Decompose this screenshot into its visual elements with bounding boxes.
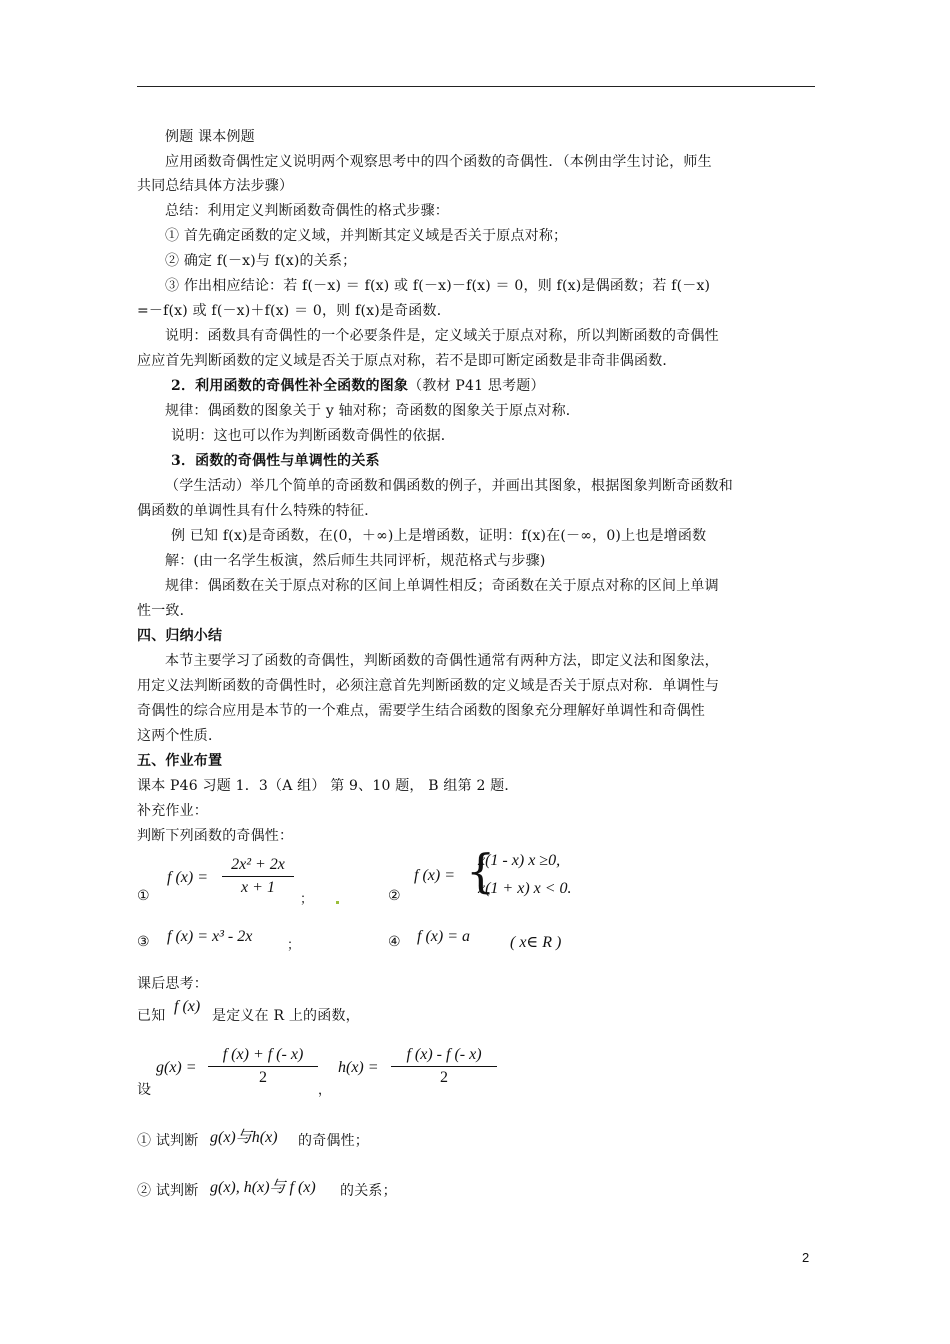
text-line: ① 首先确定函数的定义域，并判断其定义域是否关于原点对称； [165,228,568,244]
text-fragment: 的奇偶性； [298,1133,369,1149]
piecewise-brace: { [466,844,496,898]
text-line: 规律：偶函数的图象关于 y 轴对称；奇函数的图象关于原点对称． [165,403,581,419]
text-line: 这两个性质． [137,728,223,744]
formula-2-case-2: x(1 + x) x < 0. [478,880,572,897]
formula-1-numerator: 2x² + 2x [231,856,285,873]
text-fragment: ① 试判断 [137,1133,199,1149]
text-line: 例 已知 f(x)是奇函数，在(0，＋∞)上是增函数，证明：f(x)在(－∞，0)上也是增函数 [171,528,707,544]
formula-4-domain: ( x∈ R ) [510,934,562,951]
formula-h-lhs: h(x) = [338,1059,379,1076]
text-line: 用定义法判断函数的奇偶性时，必须注意首先判断函数的定义域是否关于原点对称．单调性与 [137,678,720,694]
text-line: ③ 作出相应结论：若 f(－x) ＝ f(x) 或 f(－x)－f(x) ＝ 0，则 f(x)是偶函数；若 f(－x) [165,278,711,294]
header-rule [137,86,815,87]
text-line: 共同总结具体方法步骤） [137,178,294,194]
section-heading-2 [171,375,545,397]
text-line: 判断下列函数的奇偶性： [137,828,294,844]
formula-2-case-1: x(1 - x) x ≥0, [478,852,561,869]
text-fragment: 的关系； [340,1183,397,1199]
formula-1-fraction [222,855,294,898]
item-marker-3: ③ [137,934,150,950]
text-line: 本节主要学习了函数的奇偶性，判断函数的奇偶性通常有两种方法，即定义法和图象法， [165,653,719,669]
formula-1-denominator: x + 1 [241,879,275,896]
formula-1-lhs: f (x) = [167,869,208,886]
fraction-bar [208,1066,318,1067]
formula-separator: ， [318,1082,332,1097]
formula-h-fraction [391,1045,497,1088]
text-line: 性一致． [137,603,194,619]
formula-h-numerator: f (x) - f (- x) [406,1046,482,1063]
formula-h-denominator: 2 [440,1069,448,1086]
formula-3-tail: ； [287,937,301,952]
formula-2-lhs: f (x) = [414,867,455,884]
text-line: 课本 P46 习题 1．3（A 组） 第 9、10 题， B 组第 2 题． [137,778,519,794]
text-line: （学生活动）举几个简单的奇函数和偶函数的例子，并画出其图象，根据图象判断奇函数和 [165,478,733,494]
text-line: 偶函数的单调性具有什么特殊的特征． [137,503,379,519]
section-heading-2-title: 2．利用函数的奇偶性补全函数的图象 [171,378,409,394]
item-marker-2: ② [388,888,401,904]
text-line: 说明：这也可以作为判断函数奇偶性的依据． [171,428,455,444]
section-heading-summary: 四、归纳小结 [137,628,223,644]
text-line: 应应首先判断函数的定义域是否关于原点对称，若不是即可断定函数是非奇非偶函数． [137,353,677,369]
formula-4: f (x) = a [417,928,470,945]
text-line: =－f(x) 或 f(－x)＋f(x) ＝ 0，则 f(x)是奇函数． [137,303,451,319]
item-marker-4: ④ [388,934,401,950]
text-line: 规律：偶函数在关于原点对称的区间上单调性相反；奇函数在关于原点对称的区间上单调 [165,578,719,594]
formula-3: f (x) = x³ - 2x [167,928,253,945]
section-heading-3: 3．函数的奇偶性与单调性的关系 [171,453,380,469]
text-fragment: 设 [137,1082,152,1098]
text-fragment: ② 试判断 [137,1183,199,1199]
formula-g-denominator: 2 [259,1069,267,1086]
formula-g-h: g(x)与h(x) [210,1129,278,1146]
text-line: 例题 课本例题 [165,129,255,145]
fraction-bar [391,1066,497,1067]
text-line: 课后思考： [137,976,208,992]
formula-g-fraction [208,1045,318,1088]
page-number: 2 [802,1250,810,1265]
text-line: 说明：函数具有奇偶性的一个必要条件是，定义域关于原点对称，所以判断函数的奇偶性 [165,328,719,344]
text-fragment: 是定义在 R 上的函数， [212,1008,360,1024]
text-line: 补充作业： [137,803,208,819]
text-line: 解：(由一名学生板演，然后师生共同评析，规范格式与步骤) [165,553,546,569]
item-marker-1: ① [137,888,150,904]
formula-g-numerator: f (x) + f (- x) [222,1046,304,1063]
section-heading-2-note: （教材 P41 思考题） [408,378,545,394]
decorative-dot [336,901,339,904]
text-line: 奇偶性的综合应用是本节的一个难点，需要学生结合函数的图象充分理解好单调性和奇偶性 [137,703,705,719]
formula-g-h-f: g(x), h(x)与 f (x) [210,1179,316,1196]
section-heading-homework: 五、作业布置 [137,753,223,769]
text-fragment: 已知 [137,1008,166,1024]
formula-fx: f (x) [174,998,201,1015]
text-line: 总结：利用定义判断函数奇偶性的格式步骤： [165,203,449,219]
text-line: ② 确定 f(－x)与 f(x)的关系； [165,253,357,269]
formula-1-tail: ； [300,891,314,906]
fraction-bar [222,876,294,877]
formula-g-lhs: g(x) = [156,1059,197,1076]
text-line: 应用函数奇偶性定义说明两个观察思考中的四个函数的奇偶性．（本例由学生讨论，师生 [165,154,712,170]
